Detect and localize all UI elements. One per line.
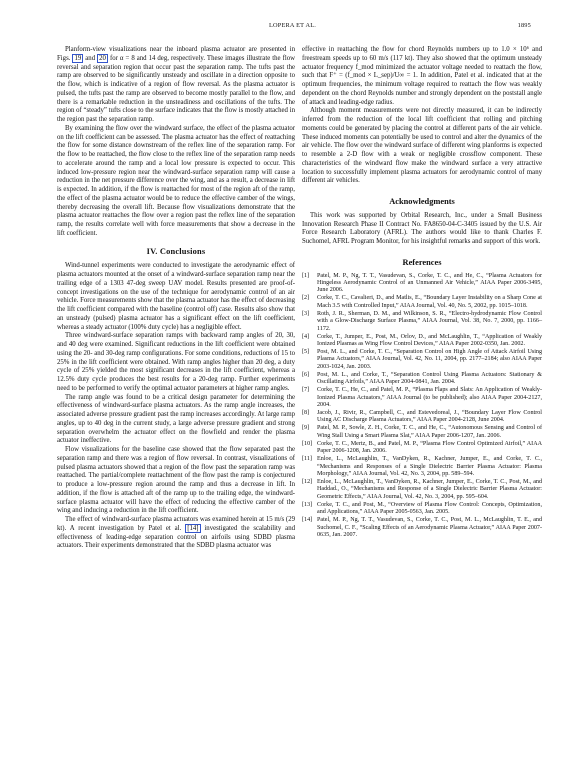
reference-text: Patel, M. P., Ng, T. T., Vasudevan, S., Corke, T. C., Post, M. L., McLaughlin, T. E., and Suchomel, C. F., “Scaling Effects of an Aerodynamic Plasma Actuator,” AIAA Paper 2007-0635, Jan. 2007. [317,517,542,539]
reference-item [302,479,542,501]
reference-number: [9] [302,425,310,432]
reference-item [302,295,542,310]
right-column [302,46,542,540]
reference-number: [13] [302,501,313,508]
body-paragraph: The ramp angle was found to be a critical design parameter for determining the effectiveness of windward-surface plasma actuators. As the ramp angle increases, the associated adverse pressure gradient past the ramp increases accordingly. At large ramp angles, up to 40 deg in the current study, a large adverse pressure gradient and strong separation overwhelm the actuator effect on the flowfield and render the plasma actuator ineffective. [57,393,295,445]
page-number: 1895 [517,22,531,29]
citation-link-14[interactable]: [14] [187,524,199,532]
acknowledgments-text: This work was supported by Orbital Research, Inc., under a Small Business Innovation Research Phase II Contract No. FA8650-04-C-3405 issued by the U.S. Air Force Research Laboratory (AFRL). The authors would like to thank Charles F. Suchomel, AFRL Program Monitor, for his insightful remarks and support of this work. [302,211,542,245]
reference-text: Corke, T. C., and Post, M., “Overview of Plasma Flow Control: Concepts, Optimization, and Applications,” AIAA Paper 2005-0563, Jan. 2005. [317,501,542,516]
reference-text: Patel, M. P., Ng, T. T., Vasudevan, S., Corke, T. C., and He, C., “Plasma Actuators for Hingeless Aerodynamic Control of an Unmanned Air Vehicle,” AIAA Paper 2006-3495, June 2006. [317,272,542,294]
body-paragraph: By examining the flow over the windward surface, the effect of the plasma actuator on the lift coefficient can be assessed. The plasma actuator has the effect of reattaching the flow for some distance downstream of the reflex line of the separation ramp. For the flow to be reattached, the flow close to the reflex line of the separation ramp needs to accelerate around the ramp and a local low pressure is expected to occur. This induced low-pressure region near the windward-surface separation ramp will cause a reduction in the net pressure difference over the wing, and as a result, a decrease in lift is expected. In addition, if the flow is reattached for most of the region aft of the ramp, the effect of the plasma actuator would be to reduce the effective camber of the wings, thereby decreasing the overall lift. Because flow visualizations demonstrate that the plasma actuator reattaches the flow over a region past the reflex line of the separation ramp, the results correlate well with force measurements that show a decrease in the lift coefficient. [57,124,295,237]
body-paragraph: Three windward-surface separation ramps with backward ramp angles of 20, 30, and 40 deg were examined. Significant reductions in the lift coefficient were obtained using the 20- and 30-deg ramp configurations. For some conditions, reductions of 15 to 25% in the lift coefficient were obtained. With ramp angles higher than 20 deg, a duty cycle of 25% yielded the most significant decreases in the lift coefficient, whereas a 12.5% duty cycle produces the best results for a 20-deg ramp. Further experiments need to be performed to verify the optimal actuator parameters at higher ramp angles. [57,332,295,392]
reference-item [302,502,542,517]
reference-item [302,425,542,440]
reference-text: Post, M. L., and Corke, T., “Separation Control Using Plasma Actuators: Stationary & Oscillating Airfoils,” AIAA Paper 2004-0841, Jan. 2004. [317,371,542,386]
reference-text: Enloe, L., McLaughlin, T., VanDyken, R., Kachner, Jumper, E., Corke, T. C., Post, M., and Haddad., O., “Mechanisms and Response of a Single Dielectric Barrier Plasma Actuator: Geometric Effects,” AIAA Journal, Vol. 42, No. 3, 2004, pp. 595–604. [317,479,542,500]
reference-number: [3] [302,310,310,317]
reference-number: [4] [302,333,310,340]
reference-text: Corke, T. C., He, C., and Patel, M. P., “Plasma Flaps and Slats: An Application of Weakly-Ionized Plasma Actuators,” AIAA Journal (to be published); also AIAA Paper 2004-2127, 2004. [317,387,542,408]
reference-text: Corke, T. C., Mertz, B., and Patel, M. P., “Plasma Flow Control Optimized Airfoil,” AIAA Paper 2006-1208, Jan. 2006. [317,440,542,455]
left-column [57,46,295,551]
body-paragraph: Flow visualizations for the baseline case showed that the flow separated past the separation ramp and there was a region of flow reversal. In contrast, visualizations of pulsed plasma actuators showed that a region of the flow past the separation ramp was reattached. The partial/complete reattachment of the flow past the ramp is conjectured to produce a low-pressure region around the ramp and thus a decrease in lift. In addition, if the flow is attached aft of the ramp up to the trailing edge, the windward-surface plasma actuator will have the effect of reducing the effective camber of the wing and inducing a reduction in the lift coefficient. [57,446,295,515]
reference-number: [8] [302,409,310,416]
figure-link-19[interactable]: 19 [74,54,82,62]
reference-item [302,441,542,456]
running-header [0,22,585,32]
reference-item [302,349,542,371]
reference-text: Patel, M. P., Sowle, Z. H., Corke, T. C., and He, C., “Autonomous Sensing and Control of Wing Stall Using a Smart Plasma Slat,” AIAA Paper 2006-1207, Jan. 2006. [317,425,542,439]
reference-number: [7] [302,387,310,394]
reference-number: [2] [302,295,310,302]
reference-item [302,456,542,478]
acknowledgments-heading: Acknowledgments [389,197,455,206]
body-paragraph: Although moment measurements were not directly measured, it can be indirectly inferred from the reduction of the local lift coefficient that rolling and pitching moments could be generated by placing the control at different parts of the air vehicle. These induced moments can potentially be used to control and alter the dynamics of the air vehicle. The flow over the windward surface of different wing planforms is expected to resemble a 2-D flow with a weak or negligible crossflow component. These characteristics of the windward flow make the windward surface a very attractive location to successfully implement plasma actuators for aerodynamic control of many different air vehicles. [302,107,542,185]
running-title: LOPERA ET AL. [268,22,317,29]
section-heading-conclusions: IV. Conclusions [146,246,206,256]
reference-text: Roth, J. R., Sherman, D. M., and Wilkinson, S. R., “Electro-hydrodynamic Flow Control with a Glow-Discharge Surface Plasma,” AIAA Journal, Vol. 38, No. 7, 2000, pp. 1166–1172. [317,310,542,332]
reference-text: Jacob, J., Rivir, R., Campbell, C., and Estevedoreal, J., “Boundary Layer Flow Control Using AC Discharge Plasma Actuators,” AIAA Paper 2004-2128, June 2004. [317,409,542,424]
body-paragraph: Planform-view visualizations near the inboard plasma actuator are presented in Figs. 19 and 20 for α = 8 and 14 deg, respectively. These images illustrate the flow reversal and separation region that occur past the separation ramp. The tufts past the ramp are observed to be significantly unsteady and oscillate in a direction opposite to the flow, which is indicative of a region of flow reversal. As the plasma actuator is pulsed, the tufts past the ramp are observed to become mostly parallel to the flow, and there is a remarkable reduction in the unsteadiness and oscillations of the tufts. The region of “steady” tufts close to the surface indicates that the flow is mostly attached in the region past the separation ramp. [57,46,296,123]
reference-number: [12] [302,479,313,485]
reference-item [302,410,542,425]
reference-text: Enloe, L., McLaughlin, T., VanDyken, R., Kachner, Jumper, E., and Corke, T. C., “Mechanisms and Responses of a Single Dielectric Barrier Plasma Actuator: Plasma Morphology,” AIAA Journal, Vol. 42, No. 3, 2004, pp. 589–594. [317,456,542,477]
reference-item [302,273,542,295]
body-paragraph: The effect of windward-surface plasma actuators was examined herein at 15 m/s (29 kt). A recent investigation by Patel et al. [14] investigated the scalability and effectiveness of leading-edge separation control on airfoils using SDBD plasma actuators. Their experiments demonstrated that the SDBD plasma actuator was [57,516,295,550]
reference-number: [10] [302,440,313,447]
reference-item [302,517,542,539]
reference-number: [6] [302,371,310,378]
figure-link-20[interactable]: 20 [99,54,106,62]
reference-text: Corke, T., Jumper, E., Post, M., Orlov, D., and McLaughlin, T., “Application of Weakly Ionized Plasmas as Wing Flow Control Devices,” AIAA Paper 2002-0350, Jan. 2002. [317,333,542,347]
reference-number: [14] [302,517,313,524]
reference-item [302,387,542,409]
reference-number: [1] [302,272,310,279]
reference-item [302,372,542,387]
reference-text: Post, M. L., and Corke, T. C., “Separation Control on High Angle of Attack Airfoil Using Plasma Actuators,” AIAA Journal, Vol. 42, No. 11, 2004, pp. 2177–2184; also AIAA Paper 2003-1024, Jan. 2003. [317,348,542,370]
body-paragraph: Wind-tunnel experiments were conducted to investigate the aerodynamic effect of plasma actuators mounted at the onset of a windward-surface separation ramp near the trailing edge of a 1303 47-deg sweep UAV model. Results presented are proof-of-concept investigations on the use of the technique for aerodynamic control of an air vehicle. Force measurements show that the plasma actuator has the effect of decreasing the lift coefficient compared with the baseline (control off) case. Results also show that an unsteady (pulsed) plasma actuator has a significant effect on the lift coefficient, whereas a steady actuator (100% duty cycle) has a negligible effect. [57,262,295,331]
reference-text: Corke, T. C., Cavalieri, D., and Matlis, E., “Boundary Layer Instability on a Sharp Cone at Mach 3.5 with Controlled Input,” AIAA Journal, Vol. 40, No. 5, 2002, pp. 1015–1018. [317,295,542,309]
body-paragraph: effective in reattaching the flow for chord Reynolds numbers up to 1.0 × 10⁶ and freestream speeds up to 60 m/s (117 kt). They also showed that the optimum unsteady actuator frequency f_mod minimized the actuator voltage needed to reattach the flow, such that F⁺ = (f_mod × L_sep)/U∞ = 1. In addition, Patel et al. indicated that at the optimum frequencies, the minimum voltage required to reattach the flow was weakly dependent on the chord Reynolds number and strongly dependent on the poststall angle of attack and leading-edge radius. [302,46,542,106]
reference-item [302,311,542,333]
references-heading: References [402,257,442,267]
reference-item [302,334,542,349]
reference-number: [5] [302,348,310,355]
reference-number: [11] [302,456,312,463]
reference-list [302,273,542,540]
